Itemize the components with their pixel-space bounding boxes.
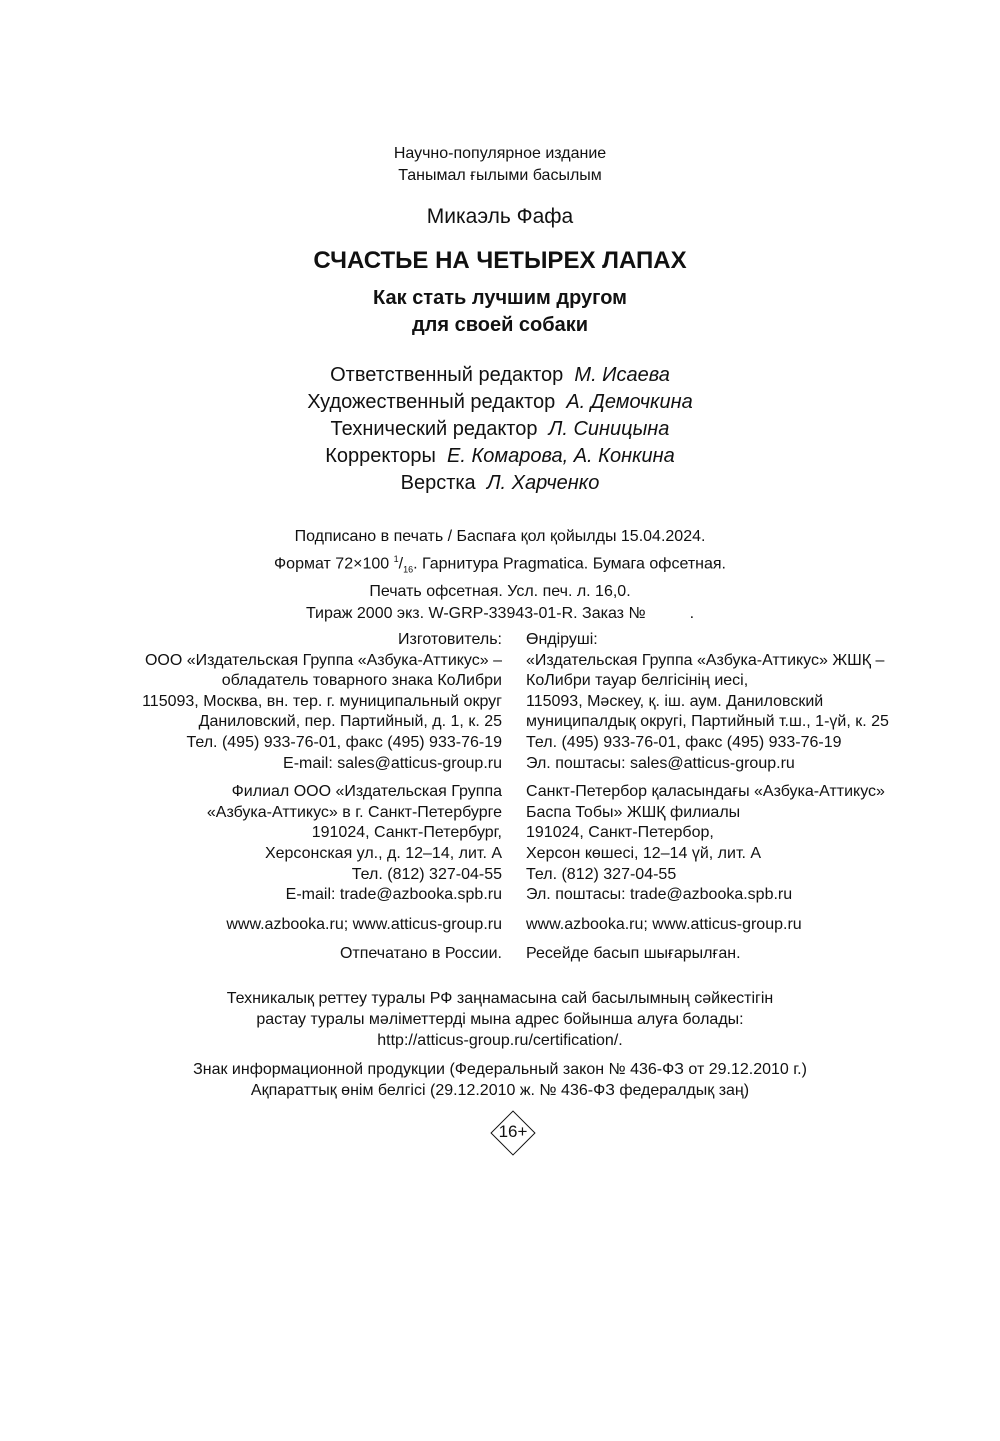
manufacturer-line: Эл. поштасы: sales@atticus-group.ru	[526, 754, 795, 772]
sign-line-ru: Знак информационной продукции (Федеральный закон № 436-ФЗ от 29.12.2010 г.)	[193, 1061, 807, 1078]
genre-ru: Научно-популярное издание	[393, 145, 607, 162]
credit-person: Е. Комарова, А. Конкина	[447, 445, 675, 467]
run-line	[0, 603, 1000, 625]
manufacturer-ru	[0, 630, 502, 774]
manufacturer-line: Тел. (495) 933-76-01, факс (495) 933-76-19	[526, 733, 842, 751]
branch-ru	[0, 782, 502, 906]
manufacturer-line: Даниловский, пер. Партийный, д. 1, к. 25	[198, 713, 502, 731]
genre-kz: Танымал ғылыми басылым	[398, 167, 602, 184]
signed-date: Подписано в печать / Баспаға қол қойылды 15.04.2024.	[294, 528, 706, 545]
certification-line: Техникалық реттеу туралы РФ заңнамасына сай басылымның сәйкестігін	[226, 990, 774, 1007]
credit-role: Верстка	[400, 472, 476, 494]
certification-line: растау туралы мәліметтерді мына адрес бойынша алуға болады:	[256, 1011, 744, 1028]
credit-person: А. Демочкина	[566, 391, 693, 413]
credit-line	[0, 389, 1000, 416]
credit-role: Художественный редактор	[307, 391, 556, 413]
credit-role: Технический редактор	[330, 418, 538, 440]
branch-line: 191024, Санкт-Петербор,	[526, 824, 714, 842]
manufacturer-line: Тел. (495) 933-76-01, факс (495) 933-76-19	[186, 733, 502, 751]
credits-block	[0, 362, 1000, 497]
branch-line: 191024, Санкт-Петербург,	[311, 824, 502, 842]
branch-line: Херсон көшесі, 12–14 үй, лит. А	[526, 844, 762, 862]
manufacturer-line: 115093, Мәскеу, қ. іш. аум. Даниловский	[526, 692, 824, 710]
credit-person: Л. Синицына	[548, 418, 670, 440]
credit-person: М. Исаева	[574, 364, 670, 386]
subtitle-line-1: Как стать лучшим другом	[373, 287, 627, 309]
run-end: .	[689, 604, 695, 622]
manufacturer-line: «Издательская Группа «Азбука-Аттикус» ЖШҚ –	[526, 651, 885, 669]
branch-line: Херсонская ул., д. 12–14, лит. А	[264, 844, 502, 862]
branch-line: Тел. (812) 327-04-55	[526, 865, 677, 883]
manufacturer-kz	[526, 630, 1000, 774]
web-ru: www.azbooka.ru; www.atticus-group.ru	[226, 915, 502, 933]
book-subtitle	[0, 285, 1000, 339]
manufacturer-line: E-mail: sales@atticus-group.ru	[283, 754, 502, 772]
sheets-line: Печать офсетная. Усл. печ. л. 16,0.	[369, 582, 631, 600]
branch-kz	[526, 782, 1000, 906]
run-text: Тираж 2000 экз. W-GRP-33943-01-R. Заказ №	[305, 604, 646, 622]
branch-line: Тел. (812) 327-04-55	[351, 865, 502, 883]
credit-line	[0, 362, 1000, 389]
information-sign-block	[0, 1059, 1000, 1101]
certification-block	[0, 988, 1000, 1051]
branch-line: E-mail: trade@azbooka.spb.ru	[285, 886, 502, 904]
printed-kz: Ресейде басып шығарылған.	[526, 945, 741, 963]
format-num: 1	[393, 554, 399, 564]
branch-line: Эл. поштасы: trade@azbooka.spb.ru	[526, 886, 793, 904]
print-details	[0, 526, 1000, 625]
genre-block	[0, 143, 1000, 187]
manufacturer-line: Өндіруші:	[526, 631, 598, 648]
manufacturer-line: 115093, Москва, вн. тер. г. муниципальный округ	[142, 692, 502, 710]
branch-line: Санкт-Петербор қаласындағы «Азбука-Аттикус»	[526, 783, 885, 801]
branch-line: Филиал ООО «Издательская Группа	[231, 783, 502, 801]
manufacturer-line: Изготовитель:	[398, 631, 502, 648]
manufacturer-line: ООО «Издательская Группа «Азбука-Аттикус» –	[144, 651, 502, 669]
sign-line-kz: Ақпараттық өнім белгісі (29.12.2010 ж. № 436-ФЗ федералдық заң)	[250, 1082, 750, 1099]
format-den: 16	[403, 564, 414, 575]
manufacturer-line: обладатель товарного знака КоЛибри	[221, 672, 502, 690]
branch-line: «Азбука-Аттикус» в г. Санкт-Петербурге	[206, 803, 502, 821]
credit-line	[0, 470, 1000, 497]
credit-role: Корректоры	[325, 445, 436, 467]
credit-line	[0, 443, 1000, 470]
book-title: СЧАСТЬЕ НА ЧЕТЫРЕХ ЛАПАХ	[313, 247, 687, 274]
credit-person: Л. Харченко	[486, 472, 600, 494]
subtitle-line-2: для своей собаки	[411, 314, 589, 336]
certification-url: http://atticus-group.ru/certification/.	[377, 1032, 623, 1049]
author-name: Микаэль Фафа	[426, 205, 574, 228]
manufacturer-line: муниципалдық округі, Партийный т.ш., 1-үй, к. 25	[526, 713, 889, 731]
manufacturer-line: КоЛибри тауар белгісінің иесі,	[526, 672, 749, 690]
credit-line	[0, 416, 1000, 443]
format-pre: Формат 72×100	[274, 555, 390, 573]
age-rating-badge	[490, 1110, 536, 1156]
column-russian	[0, 630, 502, 965]
branch-line: Баспа Тобы» ЖШҚ филиалы	[526, 803, 741, 821]
printed-ru: Отпечатано в России.	[339, 945, 502, 963]
format-line: Формат 72×100 $^1/_{16}$. Гарнитура Pragmatica. Бумага офсетная.	[274, 554, 726, 575]
web-kz: www.azbooka.ru; www.atticus-group.ru	[526, 915, 802, 933]
column-kazakh	[526, 630, 1000, 965]
format-post: . Гарнитура Pragmatica. Бумага офсетная.	[413, 555, 726, 573]
credit-role: Ответственный редактор	[330, 364, 564, 386]
age-rating-label: 16+	[498, 1122, 528, 1141]
